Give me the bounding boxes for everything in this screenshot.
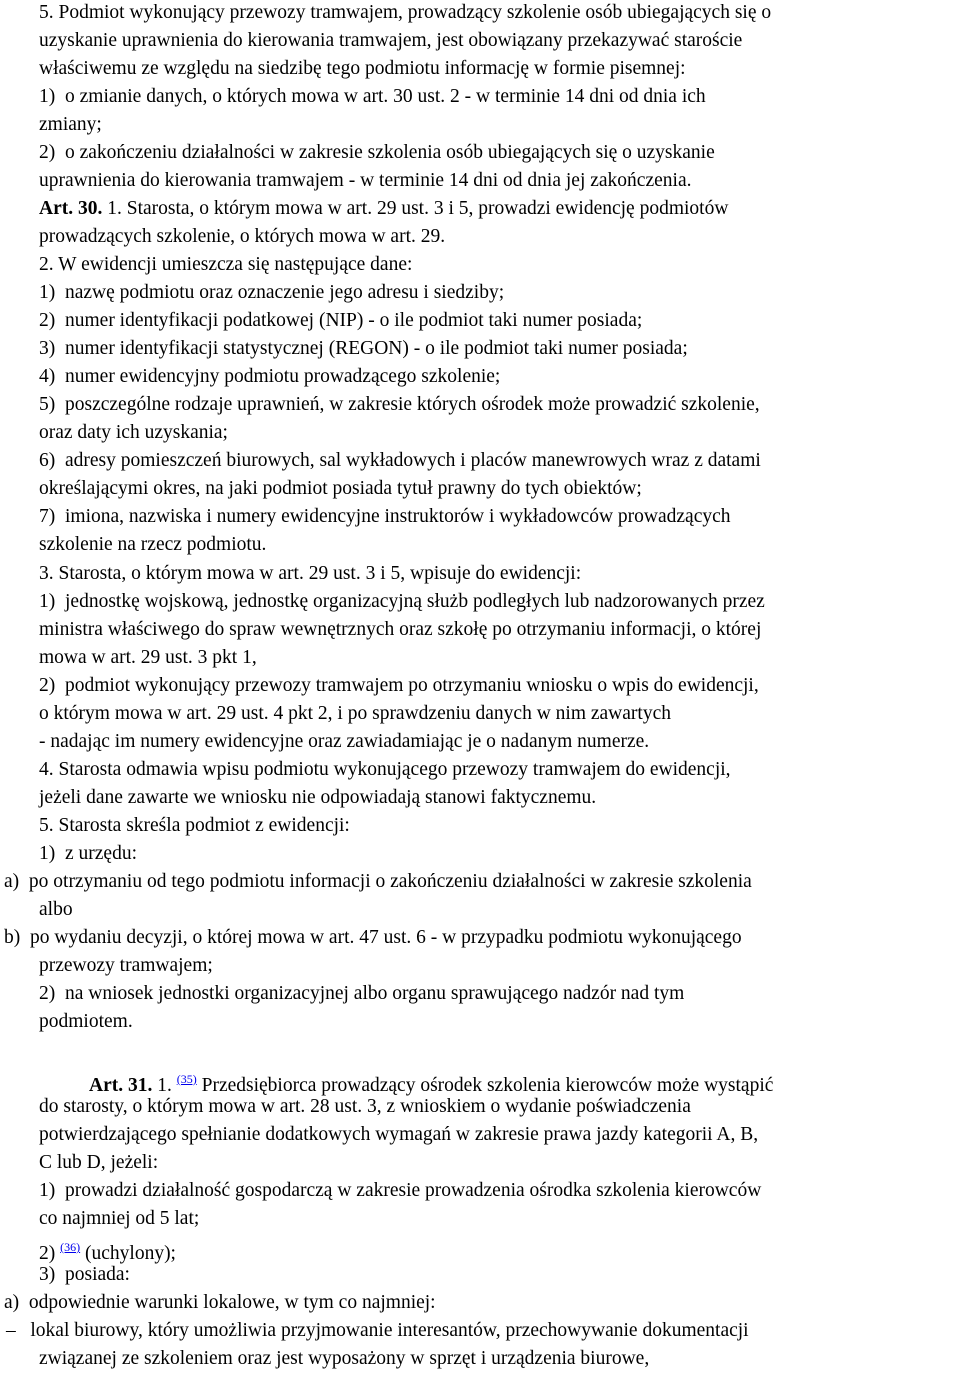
text-line: właściwemu ze względu na siedzibę tego podmiotu informację w formie pisemnej: — [39, 58, 686, 79]
text-line: podmiotem. — [39, 1011, 133, 1032]
footnote-link[interactable]: (36) — [60, 1240, 81, 1254]
text-line: 4. Starosta odmawia wpisu podmiotu wykonującego przewozy tramwajem do ewidencji, — [39, 759, 731, 780]
text-span: 2) — [39, 1243, 61, 1264]
text-line: 4) numer ewidencyjny podmiotu prowadzącego szkolenie; — [39, 366, 501, 387]
text-line: jeżeli dane zawarte we wniosku nie odpowiadają stanowi faktycznemu. — [39, 787, 597, 808]
text-line: ministra właściwego do spraw wewnętrznych oraz szkołę po otrzymaniu informacji, o której — [39, 619, 762, 640]
text-line: co najmniej od 5 lat; — [39, 1208, 200, 1229]
text-line: o którym mowa w art. 29 ust. 4 pkt 2, i po sprawdzeniu danych w nim zawartych — [39, 703, 671, 724]
text-line: zmiany; — [39, 114, 102, 135]
text-line: 2) podmiot wykonujący przewozy tramwajem po otrzymaniu wniosku o wpis do ewidencji, — [39, 675, 759, 696]
text-line: a) odpowiednie warunki lokalowe, w tym co najmniej: — [4, 1292, 436, 1313]
text-line — [39, 195, 728, 223]
text-line: uzyskanie uprawnienia do kierowania tramwajem, jest obowiązany przekazywać staroście — [39, 30, 743, 51]
article-heading: Art. 31. — [89, 1075, 158, 1096]
text-line: 1) jednostkę wojskową, jednostkę organizacyjną służb podległych lub nadzorowanych przez — [39, 591, 765, 612]
text-line: 2) o zakończeniu działalności w zakresie szkolenia osób ubiegających się o uzyskanie — [39, 142, 715, 163]
text-line: 7) imiona, nazwiska i numery ewidencyjne instruktorów i wykładowców prowadzących — [39, 506, 731, 527]
text-line: 2) na wniosek jednostki organizacyjnej albo organu sprawującego nadzór nad tym — [39, 983, 685, 1004]
text-line: 1) prowadzi działalność gospodarczą w zakresie prowadzenia ośrodka szkolenia kierowców — [39, 1180, 762, 1201]
text-line: potwierdzającego spełnianie dodatkowych wymagań w zakresie prawa jazdy kategorii A, B, — [39, 1124, 759, 1145]
text-span: 1. Starosta, o którym mowa w art. 29 ust. 3 i 5, prowadzi ewidencję podmiotów — [102, 198, 729, 219]
text-line: mowa w art. 29 ust. 3 pkt 1, — [39, 647, 257, 668]
text-line — [39, 1233, 176, 1264]
text-line: przewozy tramwajem; — [39, 955, 213, 976]
text-line: 5. Starosta skreśla podmiot z ewidencji: — [39, 815, 350, 836]
text-line: albo — [39, 899, 73, 920]
text-line: określającymi okres, na jaki podmiot posiada tytuł prawny do tych obiektów; — [39, 478, 642, 499]
text-line: prowadzących szkolenie, o których mowa w art. 29. — [39, 226, 446, 247]
text-line: 5) poszczególne rodzaje uprawnień, w zakresie których ośrodek może prowadzić szkolenie, — [39, 394, 760, 415]
text-span: Przedsiębiorca prowadzący ośrodek szkolenia kierowców może wystąpić — [196, 1075, 774, 1096]
text-span: 1. — [157, 1075, 177, 1096]
text-line: 2) numer identyfikacji podatkowej (NIP) - o ile podmiot taki numer posiada; — [39, 310, 643, 331]
text-line: oraz daty ich uzyskania; — [39, 422, 228, 443]
text-line: 1) o zmianie danych, o których mowa w art. 30 ust. 2 - w terminie 14 dni od dnia ich — [39, 86, 706, 107]
text-line: 1) nazwę podmiotu oraz oznaczenie jego adresu i siedziby; — [39, 282, 505, 303]
text-line: 6) adresy pomieszczeń biurowych, sal wykładowych i placów manewrowych wraz z datami — [39, 450, 761, 471]
text-line: szkolenie na rzecz podmiotu. — [39, 534, 267, 555]
text-line: związanej ze szkoleniem oraz jest wyposażony w sprzęt i urządzenia biurowe, — [39, 1348, 650, 1369]
text-line: b) po wydaniu decyzji, o której mowa w art. 47 ust. 6 - w przypadku podmiotu wykonującego — [4, 927, 742, 948]
text-line: 1) z urzędu: — [39, 843, 137, 864]
text-line: 3. Starosta, o którym mowa w art. 29 ust. 3 i 5, wpisuje do ewidencji: — [39, 563, 582, 584]
text-line: 3) posiada: — [39, 1264, 130, 1285]
text-line — [89, 1065, 774, 1096]
text-line: 2. W ewidencji umieszcza się następujące dane: — [39, 254, 413, 275]
text-line: a) po otrzymaniu od tego podmiotu informacji o zakończeniu działalności w zakresie szkolenia — [4, 871, 752, 892]
article-heading: Art. 30. — [39, 198, 103, 219]
text-line: C lub D, jeżeli: — [39, 1152, 159, 1173]
text-line: uprawnienia do kierowania tramwajem - w terminie 14 dni od dnia jej zakończenia. — [39, 170, 692, 191]
text-line: 5. Podmiot wykonujący przewozy tramwajem, prowadzący szkolenie osób ubiegających się o — [39, 2, 772, 23]
text-line: 3) numer identyfikacji statystycznej (REGON) - o ile podmiot taki numer posiada; — [39, 338, 688, 359]
text-span: (uchylony); — [80, 1243, 176, 1264]
text-line: do starosty, o którym mowa w art. 28 ust. 3, z wnioskiem o wydanie poświadczenia — [39, 1096, 691, 1117]
footnote-link[interactable]: (35) — [176, 1072, 197, 1086]
text-line: - nadając im numery ewidencyjne oraz zawiadamiając je o nadanym numerze. — [39, 731, 650, 752]
text-line: – lokal biurowy, który umożliwia przyjmowanie interesantów, przechowywanie dokumentacji — [6, 1320, 749, 1341]
